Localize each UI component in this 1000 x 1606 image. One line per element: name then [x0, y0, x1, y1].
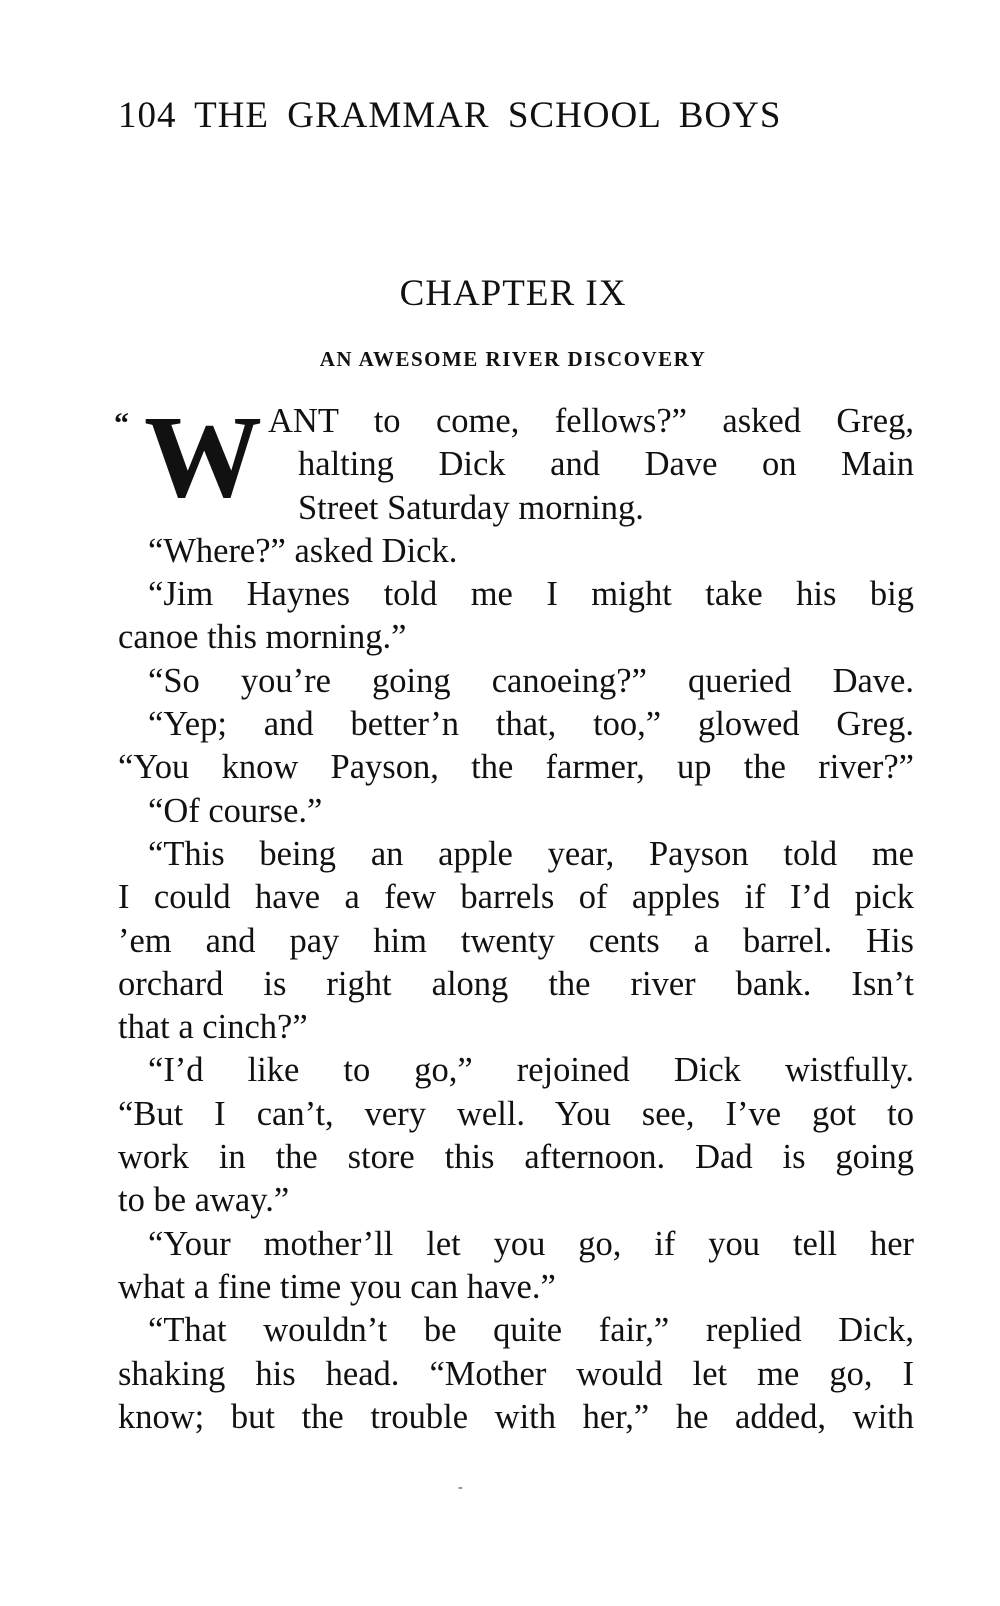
chapter-title: CHAPTER IX — [399, 273, 627, 314]
text-line: halting Dick and Dave on Main — [298, 445, 914, 484]
text-line: “Where?” asked Dick. — [148, 531, 458, 570]
text-line: I could have a few barrels of apples if I’d pick — [118, 878, 914, 917]
text-line: that a cinch?” — [118, 1008, 308, 1047]
text-line: “Yep; and better’n that, too,” glowed Greg. — [148, 705, 914, 744]
text-line: shaking his head. “Mother would let me go, I — [118, 1354, 914, 1393]
text-line: “You know Payson, the farmer, up the river?” — [118, 748, 914, 787]
text-line: “But I can’t, very well. You see, I’ve got to — [118, 1094, 914, 1133]
text-line: “Jim Haynes told me I might take his big — [148, 575, 914, 614]
chapter-subtitle: AN AWESOME RIVER DISCOVERY — [319, 347, 707, 371]
opening-quote-mark: “ — [114, 407, 129, 440]
text-line: “Of course.” — [148, 791, 323, 830]
text-line: Street Saturday morning. — [298, 488, 644, 527]
text-line: to be away.” — [118, 1181, 290, 1220]
text-line: canoe this morning.” — [118, 618, 407, 657]
text-line: “I’d like to go,” rejoined Dick wistfully. — [148, 1051, 914, 1090]
text-line: “This being an apple year, Payson told me — [148, 834, 914, 873]
running-head: 104 THE GRAMMAR SCHOOL BOYS — [118, 95, 782, 136]
text-line: what a fine time you can have.” — [118, 1267, 556, 1306]
text-line: “So you’re going canoeing?” queried Dave. — [148, 661, 914, 700]
text-line: ’em and pay him twenty cents a barrel. His — [118, 921, 914, 960]
text-line: work in the store this afternoon. Dad is going — [118, 1138, 914, 1177]
drop-cap: W — [144, 391, 262, 522]
printer-mark: - — [458, 1480, 463, 1495]
text-line: know; but the trouble with her,” he added, with — [118, 1397, 914, 1436]
text-line: orchard is right along the river bank. Isn’t — [118, 964, 914, 1003]
opening-paragraph — [114, 391, 914, 530]
body-text — [114, 391, 914, 1439]
text-line: “Your mother’ll let you go, if you tell her — [148, 1224, 914, 1263]
text-line: “That wouldn’t be quite fair,” replied Dick, — [148, 1311, 914, 1350]
text-line: ANT to come, fellows?” asked Greg, — [268, 402, 914, 440]
